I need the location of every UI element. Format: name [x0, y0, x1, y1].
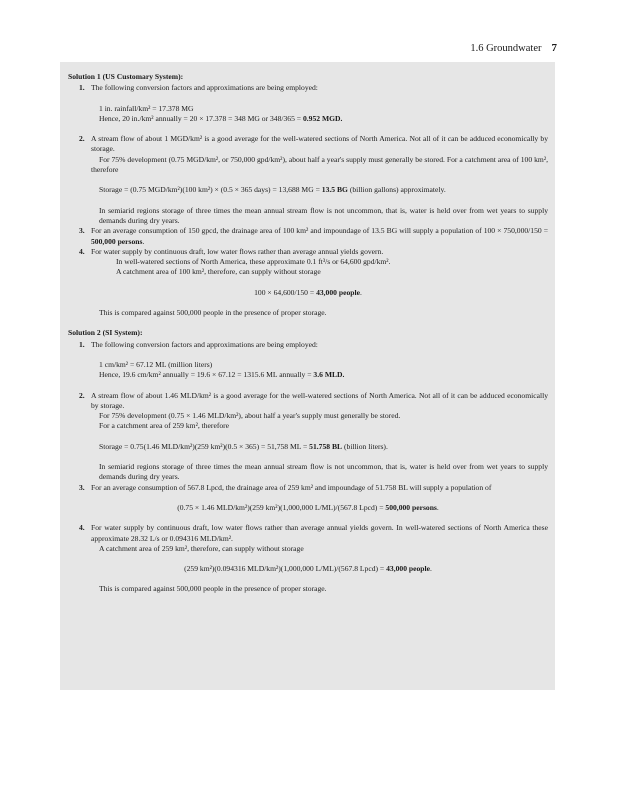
item-number: 4.	[79, 523, 85, 533]
s1-eq-rainfall: 1 in. rainfall/km² = 17.378 MG	[99, 103, 194, 113]
item-text: For an average consumption of 150 gpcd, the drainage area of 100 km² and impoundage of 13.5 BG will supply a population of 100 × 750,000/150 =	[91, 226, 548, 236]
item-number: 1.	[79, 339, 85, 349]
s2-eq-storage	[68, 442, 548, 452]
s2-eq-people	[68, 564, 548, 574]
s2-eq-hence	[68, 370, 548, 380]
eq-result: 43,000 people	[386, 564, 430, 574]
item-text: For water supply by continuous draft, low water flows rather than average annual yields govern.	[91, 246, 384, 256]
s2-item-2-catchment: For a catchment area of 259 km², therefore	[99, 421, 230, 431]
section-title: 1.6 Groundwater	[470, 43, 542, 54]
s1-comparison: This is compared against 500,000 people in the presence of proper storage.	[99, 308, 327, 318]
s2-item-4-catchment: A catchment area of 259 km², therefore, can supply without storage	[99, 543, 304, 553]
item-tail: .	[142, 236, 145, 246]
item-text: The following conversion factors and approximations are being employed:	[91, 83, 318, 93]
eq-result: 3.6 MLD.	[313, 370, 345, 380]
item-text: The following conversion factors and approximations are being employed:	[91, 339, 318, 349]
item-number: 3.	[79, 226, 85, 236]
eq-text: (0.75 × 1.46 MLD/km²)(259 km²)(1,000,000 L/ML)/(567.8 Lpcd) =	[177, 502, 386, 512]
eq-tail: .	[359, 287, 362, 297]
s2-item-2	[68, 391, 548, 412]
eq-result: 43,000 people	[316, 287, 360, 297]
eq-tail: .	[430, 564, 432, 574]
eq-text: Hence, 20 in./km² annually = 20 × 17.378 = 348 MG or 348/365 =	[99, 113, 303, 123]
s2-item-1	[68, 340, 548, 350]
item-text: A stream flow of about 1 MGD/km² is a good average for the well-watered sections of North America. Not all of it can be adduced economically by storage.	[91, 134, 548, 154]
s2-item-4	[68, 523, 548, 544]
eq-tail: (billion liters).	[342, 441, 388, 451]
s1-eq-storage	[68, 185, 548, 195]
s1-item-4-line2: In well-watered sections of North America, these approximate 0.1 ft³/s or 64,600 gpd/km².	[116, 257, 391, 267]
s1-item-3	[68, 226, 548, 247]
eq-text: Hence, 19.6 cm/km² annually = 19.6 × 67.12 = 1315.6 ML annually =	[99, 370, 314, 380]
eq-result: 51.758 BL	[309, 441, 343, 451]
item-text: For water supply by continuous draft, low water flows rather than average annual yields govern. In well-watered sections of North America these approximate 28.32 L/s or 0.094316 MLD/km².	[91, 523, 548, 543]
s2-eq-population	[68, 503, 548, 513]
eq-result: 0.952 MGD.	[302, 113, 343, 123]
eq-text: Storage = 0.75(1.46 MLD/km²)(259 km²)(0.5 × 365) = 51,758 ML =	[99, 441, 310, 451]
s2-comparison: This is compared against 500,000 people in the presence of proper storage.	[99, 584, 327, 594]
item-number: 2.	[79, 390, 85, 400]
eq-tail: (billion gallons) approximately.	[347, 185, 446, 195]
s1-semiarid-note: In semiarid regions storage of three times the mean annual stream flow is not uncommon, that is, water is held over from wet years to supply demands during dry years.	[99, 205, 548, 225]
item-text: For an average consumption of 567.8 Lpcd, the drainage area of 259 km² and impoundage of 51.758 BL will supply a population of	[91, 482, 492, 492]
s2-item-3	[68, 483, 548, 493]
item-text: A stream flow of about 1.46 MLD/km² is a good average for the well-watered sections of North America. Not all of it can be adduced economically by storage.	[91, 390, 548, 410]
eq-text: Storage = (0.75 MGD/km²)(100 km²) × (0.5 × 365 days) = 13,688 MG =	[99, 185, 322, 195]
solution-content	[68, 70, 548, 595]
s2-item-2-development: For 75% development (0.75 × 1.46 MLD/km²), about half a year's supply must generally be stored.	[99, 411, 401, 421]
s1-item-4	[68, 247, 548, 257]
s2-eq-rainfall: 1 cm/km² = 67.12 ML (million liters)	[99, 359, 213, 369]
item-number: 2.	[79, 134, 85, 144]
eq-tail: .	[436, 502, 439, 512]
solution-1-heading: Solution 1 (US Customary System):	[68, 72, 184, 81]
item-number: 4.	[79, 246, 85, 256]
eq-result: 13.5 BG	[321, 185, 348, 195]
s1-eq-people	[68, 288, 548, 298]
s1-item-4-line3: A catchment area of 100 km², therefore, can supply without storage	[116, 267, 321, 277]
item-number: 3.	[79, 482, 85, 492]
s1-item-2	[68, 134, 548, 155]
item-result: 500,000 persons	[91, 236, 143, 246]
s1-item-2-development: For 75% development (0.75 MGD/km², or 750,000 gpd/km²), about half a year's supply must generally be stored. For a catchment area of 100 km², therefore	[91, 154, 548, 175]
page-number: 7	[551, 42, 557, 54]
eq-text: 100 × 64,600/150 =	[254, 287, 317, 297]
item-number: 1.	[79, 83, 85, 93]
running-header	[470, 42, 557, 54]
s1-eq-hence	[68, 114, 548, 124]
s1-item-1	[68, 83, 548, 93]
eq-text: (259 km²)(0.094316 MLD/km²)(1,000,000 L/ML)/(567.8 Lpcd) =	[184, 564, 387, 574]
eq-result: 500,000 persons	[385, 502, 437, 512]
solution-2-heading: Solution 2 (SI System):	[68, 328, 143, 338]
s2-semiarid-note: In semiarid regions storage of three times the mean annual stream flow is not uncommon, that is, water is held over from wet years to supply demands during dry years.	[99, 462, 548, 482]
